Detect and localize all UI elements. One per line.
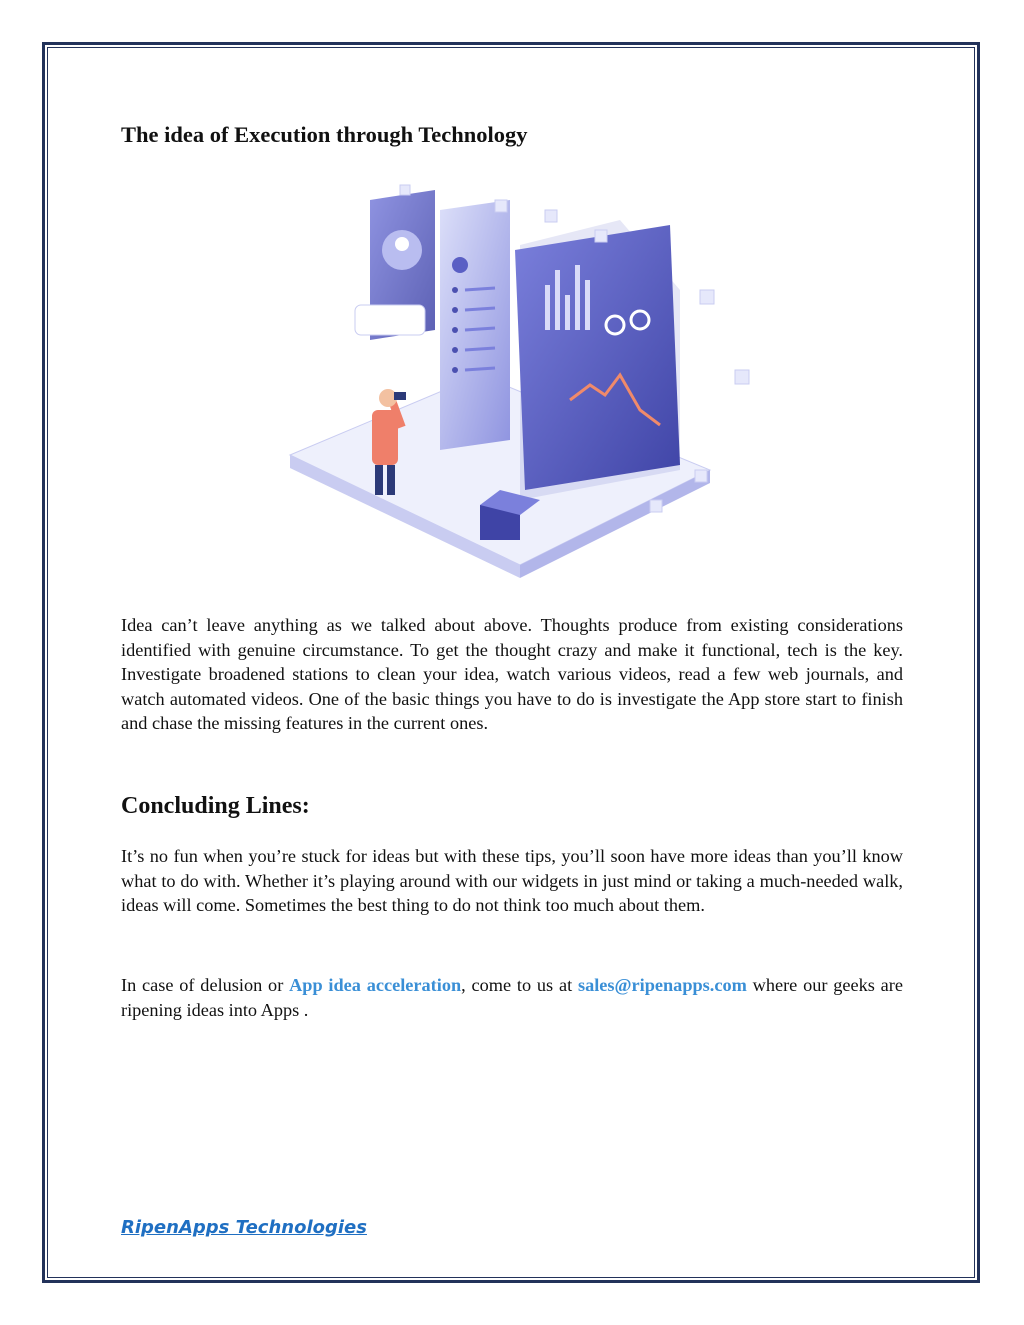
email-link[interactable]: sales@ripenapps.com [577,975,747,995]
paragraph-3-text-1: In case of delusion or [121,975,290,995]
app-idea-acceleration-link[interactable]: App idea acceleration [289,975,462,995]
person-with-vr-headset-dashboard-icon [150,170,878,595]
body-paragraph-2: It’s no fun when you’re stuck for ideas but with these tips, you’ll soon have more ideas than you’ll know what to do with. Whether it’s playing around with our widgets in just mind or taking a much-needed walk, ideas will come. Sometimes the best thing to do not think too much about them. [121,846,903,916]
footer-company-link[interactable]: RipenApps Technologies [121,1217,367,1238]
body-paragraph-1: Idea can’t leave anything as we talked about above. Thoughts produce from existing considerations identified with genuine circumstance. To get the thought crazy and make it functional, tech is the key. Investigate broadened stations to clean your idea, watch various videos, read a few web journals, and watch automated videos. One of the basic things you have to do is investigate the App store start to finish and chase the missing features in the current ones. [121,615,903,734]
page-title: The idea of Execution through Technology [121,122,528,147]
paragraph-3-text-3: where our geeks are ripening ideas into Apps . [121,975,903,1020]
technology-illustration [150,170,878,595]
body-paragraph-3 [121,973,903,1022]
paragraph-3-text-2: , come to us at [461,975,578,995]
section-heading: Concluding Lines: [121,793,310,819]
